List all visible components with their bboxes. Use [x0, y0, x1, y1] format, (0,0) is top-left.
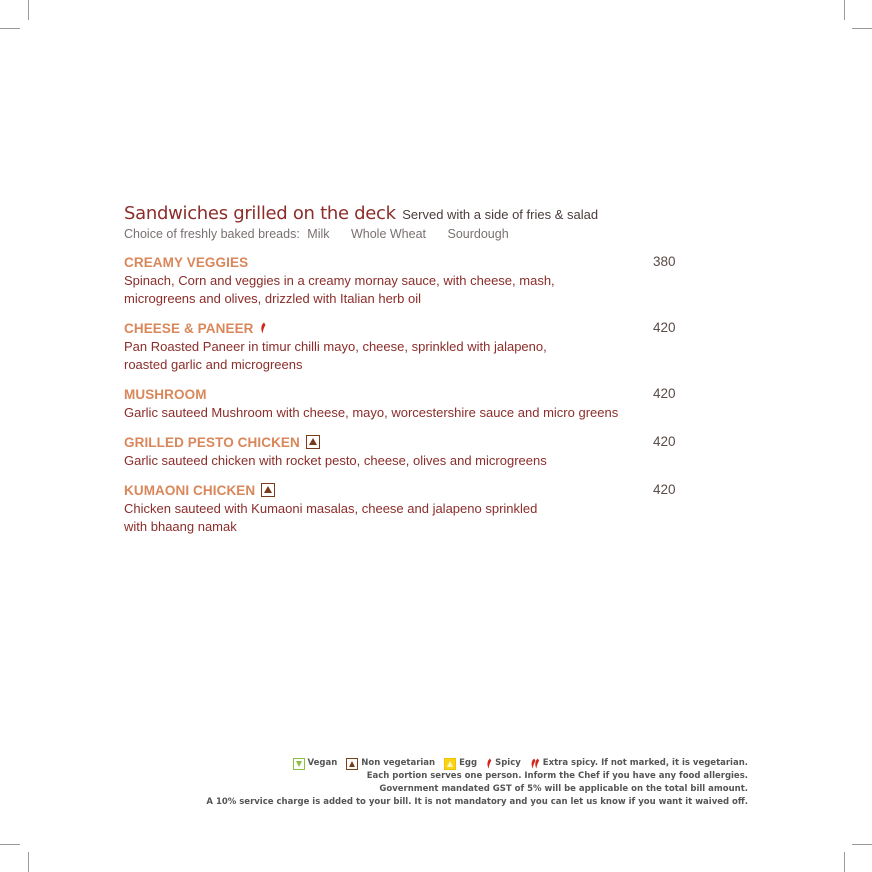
menu-item [124, 482, 684, 536]
item-name-row [124, 320, 684, 336]
section-title: Sandwiches grilled on the deck [124, 203, 396, 224]
item-price: 420 [653, 482, 676, 497]
item-name-row [124, 482, 684, 498]
menu-item [124, 254, 684, 308]
item-description-line: roasted garlic and microgreens [124, 357, 303, 372]
crop-mark [852, 28, 872, 29]
legend-label: Egg [459, 758, 478, 768]
item-description-line: microgreens and olives, drizzled with Italian herb oil [124, 291, 421, 306]
item-description-line: Pan Roasted Paneer in timur chilli mayo, cheese, sprinkled with jalapeno, [124, 339, 547, 354]
legend-label: Non vegetarian [361, 758, 436, 768]
bread-option: Sourdough [447, 227, 509, 241]
item-price: 420 [653, 320, 676, 335]
footer-line: A 10% service charge is added to your bill. It is not mandatory and you can let us know if you want it waived off. [206, 797, 748, 807]
item-description-line: Garlic sauteed chicken with rocket pesto, cheese, olives and microgreens [124, 453, 547, 468]
crop-mark [28, 852, 29, 872]
legend-vegan [293, 757, 338, 770]
item-description [124, 500, 644, 536]
non-veg-icon [346, 758, 358, 770]
spicy-chili-icon [486, 758, 492, 769]
menu-item [124, 386, 684, 422]
crop-mark [844, 852, 845, 872]
spicy-chili-icon [260, 322, 266, 334]
extra-spicy-chili-icon [530, 758, 540, 769]
menu-item [124, 434, 684, 470]
item-description [124, 452, 644, 470]
item-description [124, 338, 644, 374]
bread-option: Whole Wheat [350, 227, 427, 241]
crop-mark [844, 0, 845, 20]
legend-extra-spicy [530, 757, 748, 770]
non-veg-icon [306, 435, 320, 449]
legend-label: Vegan [307, 758, 338, 768]
item-description [124, 272, 644, 308]
item-description [124, 404, 644, 422]
legend-non-veg [346, 757, 435, 770]
footer-line: Each portion serves one person. Inform the Chef if you have any food allergies. [366, 771, 748, 781]
menu-footer [206, 757, 748, 809]
section-subtitle: Served with a side of fries & salad [402, 207, 599, 222]
item-name: GRILLED PESTO CHICKEN [124, 434, 300, 450]
item-description-line: Spinach, Corn and veggies in a creamy mornay sauce, with cheese, mash, [124, 273, 555, 288]
legend-label: Spicy [495, 758, 521, 768]
item-name-row [124, 386, 684, 402]
item-description-line: with bhaang namak [124, 519, 237, 534]
item-price: 420 [653, 386, 676, 401]
section-header [124, 203, 684, 224]
item-name: CHEESE & PANEER [124, 320, 254, 336]
menu-item [124, 320, 684, 374]
crop-mark [0, 844, 20, 845]
bread-choices [124, 227, 684, 241]
item-name: KUMAONI CHICKEN [124, 482, 256, 498]
crop-mark [0, 28, 20, 29]
legend [206, 757, 748, 770]
crop-mark [852, 844, 872, 845]
legend-label: Extra spicy. If not marked, it is vegetarian. [542, 758, 748, 768]
item-price: 380 [653, 254, 676, 269]
item-price: 420 [653, 434, 676, 449]
non-veg-icon [261, 483, 275, 497]
item-name-row [124, 254, 684, 270]
item-name: CREAMY VEGGIES [124, 254, 249, 270]
item-name-row [124, 434, 684, 450]
footer-line: Government mandated GST of 5% will be applicable on the total bill amount. [379, 784, 748, 794]
egg-icon [444, 758, 456, 770]
crop-mark [28, 0, 29, 20]
item-description-line: Chicken sauteed with Kumaoni masalas, cheese and jalapeno sprinkled [124, 501, 538, 516]
legend-egg [444, 757, 477, 770]
item-description-line: Garlic sauteed Mushroom with cheese, mayo, worcestershire sauce and micro greens [124, 405, 619, 420]
bread-label: Choice of freshly baked breads: [124, 227, 300, 241]
legend-spicy [486, 757, 521, 770]
menu-section [124, 203, 684, 536]
vegan-icon [293, 758, 305, 770]
item-name: MUSHROOM [124, 386, 207, 402]
bread-option: Milk [307, 227, 330, 241]
